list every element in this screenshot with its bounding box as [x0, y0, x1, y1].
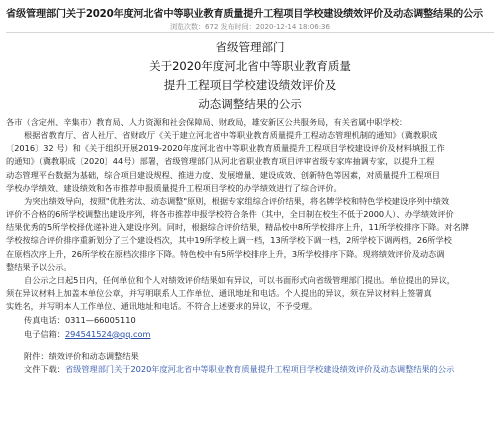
paragraph-3: [6, 274, 496, 313]
paragraph-line: 学校办学绩效、建设绩效和各市推荐申报质量提升工程项目学校的办学绩效进行了综合评价。: [6, 182, 342, 193]
fax-value: 0311—66005110: [64, 315, 136, 326]
heading-line: 提升工程项目学校建设绩效评价及: [163, 78, 337, 92]
contact-info: [6, 314, 496, 340]
paragraph-line: 自公示之日起5日内，任何单位和个人对绩效评价结果如有异议，可以书面形式向省级管理部门提出。单位提出的异议，: [24, 274, 455, 285]
paragraph-line: 实姓名，并写明本人工作单位、通讯地址和电话。不符合上述要求的异议，不予受理。: [6, 301, 318, 312]
paragraph-line: 学校按综合评价排序重新划分了三个建设档次，其中19所学校上调一档，13所学校下调一档，2所学校下调两档，26所学校: [6, 235, 452, 246]
paragraph-line: 结果优秀的5所学校择优递补进入建设序列。同时，根据综合评价结果，精品校中8所学校排序上升，11所学校排序下降。对名牌: [6, 222, 469, 233]
email-row: [6, 328, 496, 341]
attachment-row: [6, 350, 496, 363]
paragraph-line: 根据省教育厅、省人社厅、省财政厅《关于建立河北省中等职业教育质量提升工程动态管理机制的通知》（冀教职成: [24, 130, 438, 141]
email-label: 电子信箱：: [24, 328, 65, 339]
salutation: 各市（含定州、辛集市）教育局、人力资源和社会保障局、财政局，雄安新区公共服务局，有关省属中职学校：: [6, 117, 408, 127]
paragraph-line: 动态管理平台数据为基础，综合项目建设规程、推进力度、发展增量、建设成效、创新特色等因素，对质量提升工程项目: [6, 169, 440, 180]
document-meta: 浏览次数：672 发布时间：2020-12-14 18:06:36: [170, 23, 330, 31]
notice-heading: [0, 38, 500, 114]
attachment-label: 附件：: [24, 350, 49, 361]
paragraph-line: 在原档次序上升，26所学校在原档次排序下降。特色校中有5所学校排序上升，3所学校排序下降。现将绩效评价及动态调: [6, 248, 445, 259]
paragraph-line: 评价不合格的6所学校调整出建设序列，将各市推荐申报学校符合条件（其中，全日制在校生不低于2000人）、办学绩效评价: [6, 209, 454, 220]
paragraph-line: 整结果予以公示。: [6, 261, 72, 272]
download-row: [6, 363, 496, 376]
paragraph-1: [6, 129, 496, 195]
heading-line: 动态调整结果的公示: [198, 97, 302, 111]
notice-body: [6, 116, 496, 376]
paragraph-line: 为突出绩效导向，按照"优胜劣汰、动态调整"原则，根据专家组综合评价结果，将名牌学校和特色学校建设序列中绩效: [24, 195, 450, 206]
paragraph-line: 的通知》（冀教职成〔2020〕44号）部署，省级管理部门从河北省职业教育项目评审省级专家库抽调专家，以提升工程: [6, 156, 435, 167]
paragraph-2: [6, 195, 496, 274]
attachment-text: 绩效评价和动态调整结果: [48, 350, 139, 361]
heading-line: 省级管理部门: [215, 40, 285, 54]
document-title: 省级管理部门关于2020年度河北省中等职业教育质量提升工程项目学校建设绩效评价及动态调整结果的公示: [6, 9, 483, 20]
fax-row: [6, 314, 496, 327]
attachment-section: [6, 350, 496, 376]
email-link[interactable]: 294541524@qq.com: [64, 328, 151, 339]
paragraph-line: 〔2016〕32 号）和《关于组织开展2019-2020年度河北省中等职业教育质量提升工程项目学校建设评价及材料填报工作: [6, 143, 445, 154]
heading-line: 关于2020年度河北省中等职业教育质量: [149, 59, 351, 73]
download-label: 文件下载：: [24, 363, 65, 374]
fax-label: 传真电话：: [24, 315, 65, 326]
title-divider: [6, 32, 494, 33]
paragraph-line: 须在异议材料上加盖本单位公章，并写明联系人工作单位、通讯地址和电话。个人提出的异议，须在异议材料上签署真: [6, 288, 432, 299]
download-file-link[interactable]: 省级管理部门关于2020年度河北省中等职业教育质量提升工程项目学校建设绩效评价及动态调整结果的公示: [64, 363, 455, 374]
